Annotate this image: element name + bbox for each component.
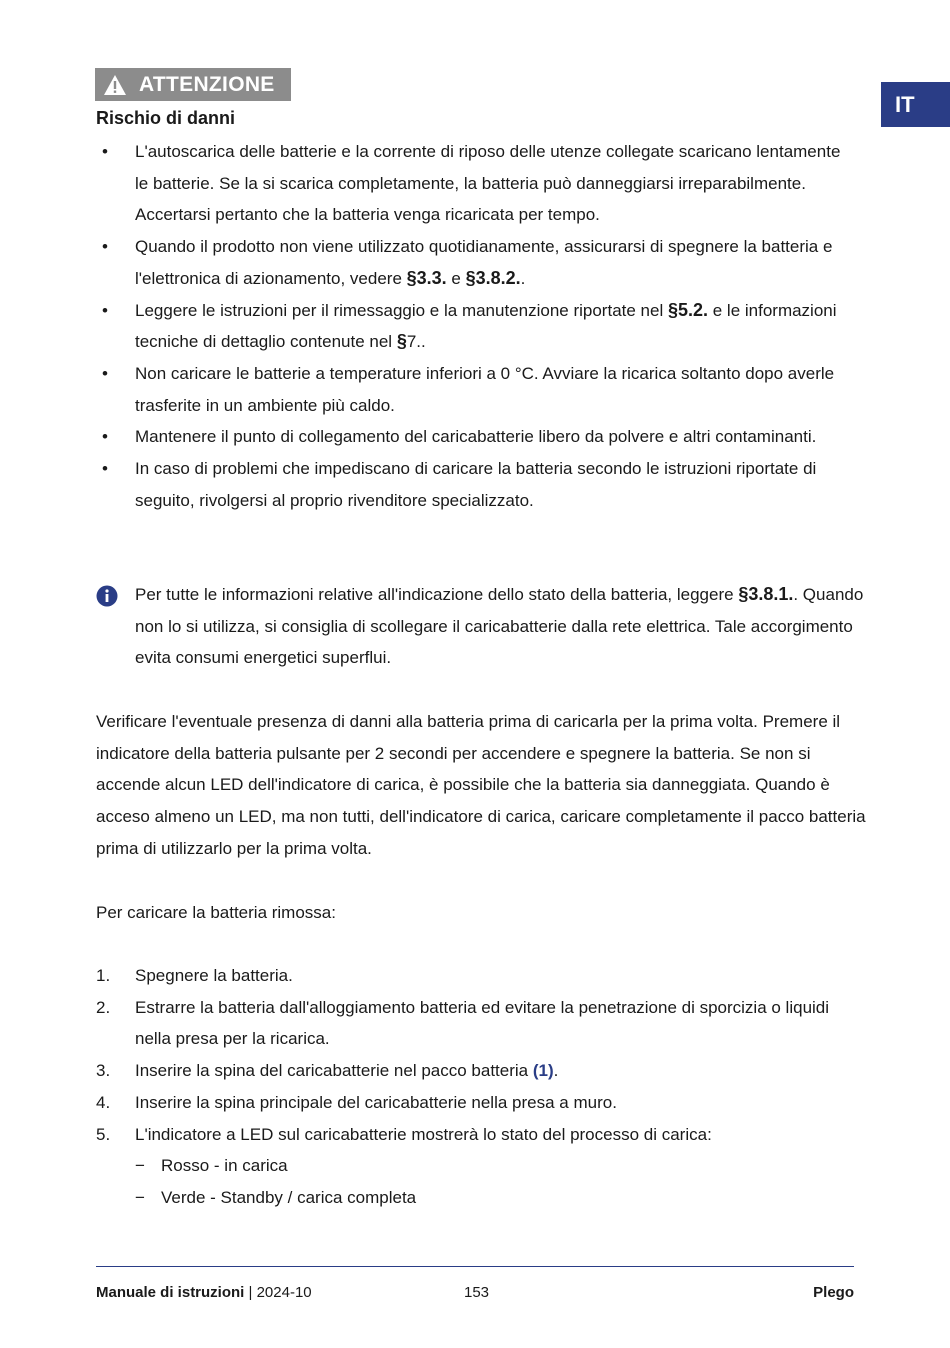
- bullet-text: Quando il prodotto non viene utilizzato quotidianamente, assicurarsi di spegnere la batteria e l'elettronica di azionamento, vedere: [135, 237, 833, 288]
- dash-symbol: −: [135, 1156, 145, 1176]
- footer-date: 2024-10: [256, 1284, 312, 1301]
- bullet-symbol: •: [102, 427, 108, 447]
- step-text: .: [553, 1061, 559, 1081]
- list-item: [96, 453, 856, 516]
- step-item: [96, 1055, 866, 1087]
- info-text: Per tutte le informazioni relative all'indicazione dello stato della batteria, leggere: [135, 585, 739, 604]
- step-item: [96, 960, 866, 992]
- list-item: [96, 231, 856, 294]
- step-text: L'indicatore a LED sul caricabatterie mostrerà lo stato del processo di carica:: [135, 1124, 712, 1144]
- damage-check-paragraph: Verificare l'eventuale presenza di danni alla batteria prima di caricarla per la prima volta. Premere il indicatore della batteria pulsante per 2 secondi per accendere e spegnere la batteria. Se non si accende alcun LED dell'indicatore di carica, è possibile che la batteria sia danneggiata. Quando è acceso almeno un LED, ma non tutti, dell'indicatore di carica, caricare completamente il pacco batteria prima di utilizzarlo per la prima volta.: [96, 712, 866, 858]
- footer-manual-title: Manuale di istruzioni: [96, 1284, 245, 1301]
- bullet-symbol: •: [102, 300, 108, 320]
- bullet-text: Leggere le istruzioni per il rimessaggio e la manutenzione riportate nel: [135, 300, 668, 320]
- list-item: [96, 136, 856, 231]
- bullet-text: 7..: [406, 332, 426, 352]
- bullet-symbol: •: [102, 237, 108, 257]
- step-number: 4.: [96, 1092, 111, 1112]
- step-item: [96, 1119, 866, 1214]
- step-text: Inserire la spina principale del caricabatterie nella presa a muro.: [135, 1092, 617, 1112]
- step-text: Estrarre la batteria dall'alloggiamento batteria ed evitare la penetrazione di sporcizia o liquidi nella presa per la ricarica.: [135, 997, 830, 1049]
- list-item: [96, 358, 856, 421]
- bullet-text: .: [520, 268, 526, 288]
- step-number: 5.: [96, 1124, 111, 1144]
- sub-item: [135, 1182, 866, 1214]
- section-reference: §3.8.2.: [465, 267, 521, 288]
- list-item: [96, 421, 856, 453]
- figure-reference: (1): [532, 1061, 554, 1081]
- warning-triangle-icon: [103, 74, 127, 96]
- charging-intro: Per caricare la batteria rimossa:: [96, 903, 336, 922]
- warning-bullet-list: [96, 136, 856, 516]
- bullet-text: e le informazioni tecniche di dettaglio contenute nel: [135, 300, 837, 352]
- dash-symbol: −: [135, 1187, 145, 1207]
- warning-label: ATTENZIONE: [139, 72, 275, 96]
- step-number: 3.: [96, 1061, 111, 1081]
- bullet-text: L'autoscarica delle batterie e la corrente di riposo delle utenze collegate scaricano lentamente le batterie. Se la si scarica completamente, la batteria può danneggiarsi irreparabilmente. Accertarsi pertanto che la batteria venga ricaricata per tempo.: [135, 142, 841, 225]
- step-text: Inserire la spina del caricabatterie nel pacco batteria: [135, 1061, 533, 1081]
- sub-item-text: Verde - Standby / carica completa: [161, 1187, 417, 1207]
- warning-badge: [95, 68, 291, 101]
- section-reference: §: [396, 331, 407, 352]
- footer-divider: [96, 1266, 854, 1267]
- section-reference: §3.8.1.: [738, 584, 794, 604]
- list-item: [96, 295, 856, 358]
- warning-title: Rischio di danni: [96, 108, 236, 128]
- charging-steps: [96, 960, 866, 1214]
- sub-item-text: Rosso - in carica: [161, 1156, 288, 1176]
- step-number: 2.: [96, 997, 111, 1017]
- footer-left: [96, 1284, 312, 1301]
- step-item: [96, 992, 866, 1055]
- bullet-text: Non caricare le batterie a temperature inferiori a 0 °C. Avviare la ricarica soltanto dopo averle trasferite in un ambiente più caldo.: [135, 363, 835, 415]
- info-text: . Quando non lo si utilizza, si consiglia di scollegare il caricabatterie dalla rete elettrica. Tale accorgimento evita consumi energetici superflui.: [135, 585, 864, 668]
- bullet-text: Mantenere il punto di collegamento del caricabatterie libero da polvere e altri contaminanti.: [135, 427, 817, 447]
- bullet-symbol: •: [102, 363, 108, 383]
- language-tab: IT: [881, 82, 950, 127]
- sub-item: [135, 1150, 866, 1182]
- section-reference: §5.2.: [667, 299, 709, 320]
- step-number: 1.: [96, 966, 111, 985]
- info-note: [96, 579, 866, 674]
- bullet-symbol: •: [102, 459, 108, 479]
- led-status-list: [135, 1150, 866, 1213]
- footer-separator: |: [244, 1284, 257, 1301]
- footer-brand: Plego: [813, 1284, 854, 1301]
- step-text: Spegnere la batteria.: [135, 966, 293, 985]
- info-icon: [96, 585, 118, 607]
- step-item: [96, 1087, 866, 1119]
- page-number: 153: [464, 1284, 490, 1301]
- section-reference: §3.3.: [406, 267, 447, 288]
- bullet-text: e: [446, 268, 466, 288]
- bullet-text: In caso di problemi che impediscano di caricare la batteria secondo le istruzioni riportate di seguito, rivolgersi al proprio rivenditore specializzato.: [135, 459, 817, 510]
- bullet-symbol: •: [102, 142, 108, 161]
